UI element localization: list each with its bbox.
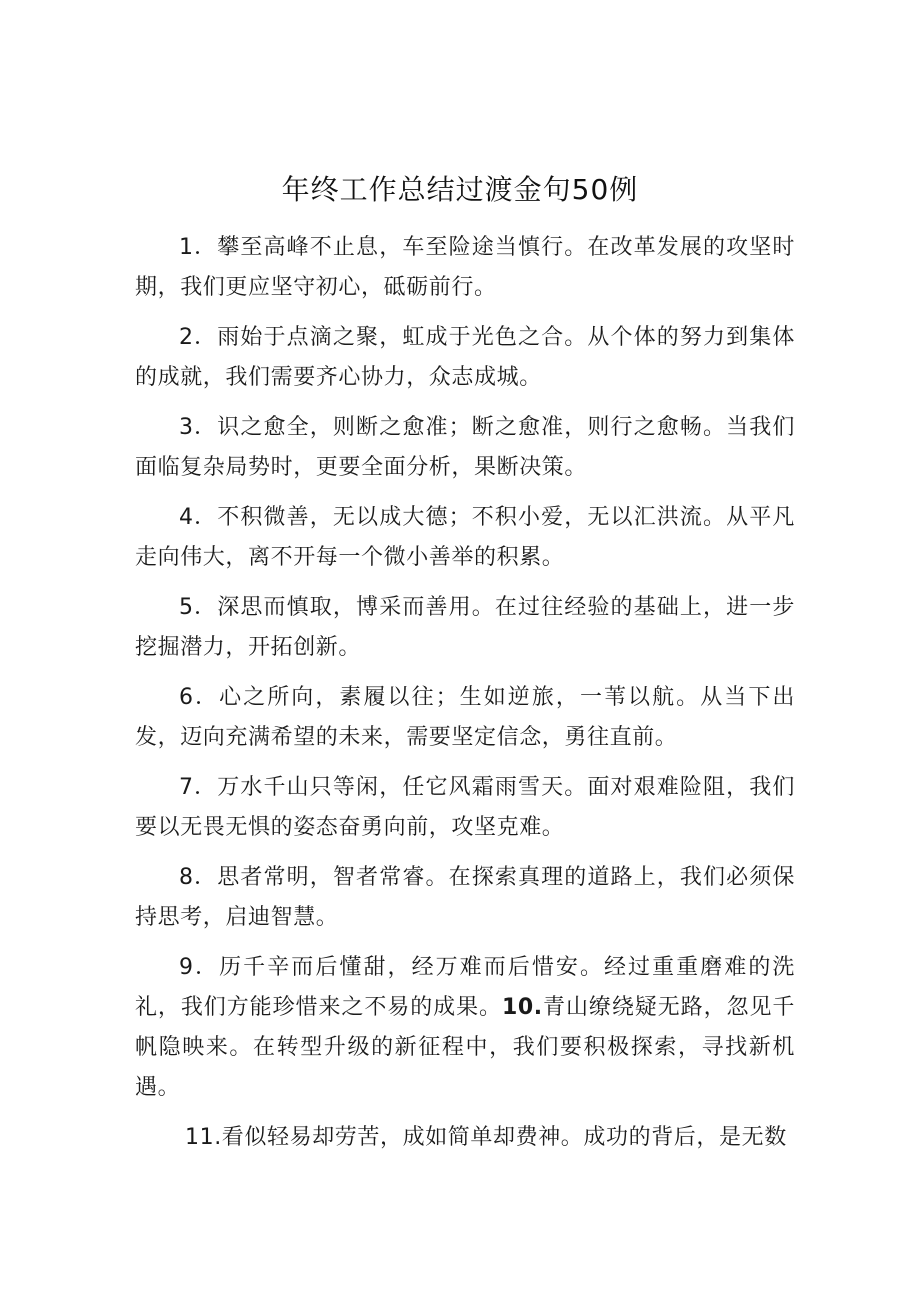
paragraph-separator: ． <box>193 865 218 890</box>
paragraph-8 <box>135 858 795 938</box>
paragraph-5 <box>135 588 795 668</box>
paragraph-number: 6 <box>179 685 194 710</box>
paragraph-1 <box>135 228 795 308</box>
paragraph-text: 攀至高峰不止息，车至险途当慎行。在改革发展的攻坚时期，我们更应坚守初心，砥砺前行。 <box>135 235 795 300</box>
paragraph-text: 历千辛而后懂甜，经万难而后惜安。经过重重磨难的洗礼，我们方能珍惜来之不易的成果。 <box>135 955 795 1020</box>
paragraph-separator: ． <box>193 415 218 440</box>
paragraph-number: 5 <box>179 595 194 620</box>
paragraph-4 <box>135 498 795 578</box>
paragraph-text: 思者常明，智者常睿。在探索真理的道路上，我们必须保持思考，启迪智慧。 <box>135 865 795 930</box>
paragraph-number: 1 <box>179 235 194 260</box>
paragraph-separator: ． <box>193 235 218 260</box>
paragraph-number: 9 <box>179 955 194 980</box>
paragraph-text: 心之所向，素履以往；生如逆旅，一苇以航。从当下出发，迈向充满希望的未来，需要坚定信念，勇往直前。 <box>135 685 795 750</box>
paragraph-number-10: 10. <box>501 995 543 1020</box>
paragraph-separator: ． <box>193 505 218 530</box>
paragraph-separator: ． <box>193 685 220 710</box>
paragraph-text: 雨始于点滴之聚，虹成于光色之合。从个体的努力到集体的成就，我们需要齐心协力，众志成城。 <box>135 325 795 390</box>
paragraph-number: 3 <box>179 415 194 440</box>
paragraph-number: 8 <box>179 865 194 890</box>
paragraph-text: 看似轻易却劳苦，成如简单却费神。成功的背后，是无数 <box>221 1125 787 1150</box>
paragraph-2 <box>135 318 795 398</box>
paragraph-7 <box>135 768 795 848</box>
paragraph-separator: ． <box>193 775 218 800</box>
paragraph-6 <box>135 678 795 758</box>
paragraph-9 <box>135 948 795 1108</box>
paragraph-number: 11. <box>185 1125 222 1150</box>
paragraph-separator: ． <box>193 955 220 980</box>
paragraph-number: 7 <box>179 775 194 800</box>
paragraph-number: 4 <box>179 505 194 530</box>
paragraph-text: 深思而慎取，博采而善用。在过往经验的基础上，进一步挖掘潜力，开拓创新。 <box>135 595 795 660</box>
paragraph-text: 不积微善，无以成大德；不积小爱，无以汇洪流。从平凡走向伟大，离不开每一个微小善举的积累。 <box>135 505 795 570</box>
paragraph-text-10: 青山缭绕疑无路，忽见千帆隐映来。在转型升级的新征程中，我们要积极探索，寻找新机遇。 <box>135 995 795 1100</box>
paragraph-3 <box>135 408 795 488</box>
paragraph-number: 2 <box>179 325 194 350</box>
paragraph-text: 万水千山只等闲，任它风霜雨雪天。面对艰难险阻，我们要以无畏无惧的姿态奋勇向前，攻坚克难。 <box>135 775 795 840</box>
document-title: 年终工作总结过渡金句50例 <box>281 173 639 206</box>
paragraph-text: 识之愈全，则断之愈准；断之愈准，则行之愈畅。当我们面临复杂局势时，更要全面分析，果断决策。 <box>135 415 795 480</box>
paragraph-separator: ． <box>193 325 218 350</box>
paragraph-11 <box>135 1118 795 1158</box>
document-body <box>135 228 795 1168</box>
paragraph-separator: ． <box>193 595 218 620</box>
